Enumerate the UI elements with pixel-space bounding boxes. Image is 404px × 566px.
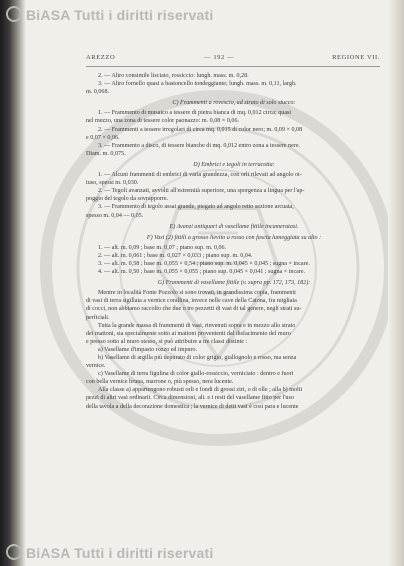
text-line: Mentre in località Fonte Pozzolo si sono trovati, in grandissima copia, frammenti: [98, 290, 296, 297]
running-header: [86, 54, 380, 66]
body-text: [86, 72, 382, 411]
watermark-text: BiASA Tutti i diritti riservati: [26, 7, 214, 23]
text-line: 1. — alt. m. 0,09 ; base m. 0,07 ; piano sup. m. 0,06.: [98, 244, 227, 251]
header-rule: [86, 66, 380, 67]
text-line: pezzi di altri vasi ordinarii. Circa dimensioni, alt. e i resti del vasellame fitto per l'uso: [86, 395, 294, 402]
text-line: 2. — alt. m. 0,061 ; base m. 0,027 × 0,033 ; piano sup. m. 0,04.: [98, 252, 253, 259]
section-heading: E) Avanzi antiquari di vasellame fittile incameratasi.: [169, 223, 299, 230]
text-line: a) Vasellame d'impasto rozzo ed impuro.: [98, 346, 198, 353]
text-line: della tavola a della decorazione domestica ; la vernice di detti vasi è così para e lucente: [86, 403, 299, 410]
text-line: Tutta la grande massa di frammenti di vasi, rinvenuti sopra e in mezzo allo strato: [98, 322, 296, 329]
text-line: 2. — Altro consimile lisciato, rossiccio: lungh. mass. m. 0,28.: [98, 73, 249, 79]
text-line: di cocci, non abbiamo raccolto che due o tre pezzetti di vasi di tal genere, negli strati su-: [86, 306, 302, 313]
text-line: e presso sotto al muro stesso, si può attribuire a tre classi distinte :: [86, 338, 248, 345]
section-heading: C) Frammenti a rovescio, ad strato di solo stucco:: [172, 100, 296, 107]
text-line: 2. — Frammenti a tessere irregolari di circa mq. 0,015 di color nero; m. 0,09 × 0,08: [98, 126, 303, 133]
text-line: 3. — alt. m. 0,58 ; base m. 0,055 × 0,54 ; piano sup. m. 0,045 × 0,045 ; sugna × incare.: [98, 260, 310, 267]
text-line: 4. — alt. m. 0,50 ; base m. 0,055 × 0,055 ; piano sup. 0,045 × 0,041 ; sugna × incare.: [98, 269, 306, 276]
text-line: b) Vasellame di argilla più depurato di color grigio, giallognolo e rosso, ma senza: [98, 355, 297, 361]
watermark-text: BiASA Tutti i diritti riservati: [26, 545, 214, 561]
text-line: 3. — Frammento di tegolo assai grande, piegato ad angolo retto sezione arcuata,: [98, 204, 294, 211]
section-heading: F) Vasi (2) fittili a grosso lievito a rosso con fascia lumeggiata su alto :: [146, 234, 322, 241]
header-left: AREZZO: [86, 54, 116, 61]
section-heading: D) Embrici e tegoli in terracotta:: [193, 161, 275, 168]
copyright-icon: [6, 6, 22, 22]
text-line: 1. — Frammento di musaico a tessere di pietra bianca di mq. 0,012 circa; quasi: [98, 110, 292, 117]
text-line: c) Vasellame di terra figulina di color giallo-rossiccio, verniciato : dentro e fuori: [98, 371, 294, 378]
text-line: dei mattoni, sia specialmente sotto ai mattoni provenienti dal disfacimento del muro: [86, 330, 291, 337]
binding-shadow: [0, 0, 26, 566]
text-line: 3. — Frammento a disco, di tessere bianche di mq. 0,012 entro zona a tessere nere.: [98, 142, 301, 149]
page-number: — 192 —: [204, 54, 235, 61]
text-line: poggio del tegolo da sovrapporre.: [86, 196, 169, 203]
text-line: m. 0,068.: [86, 89, 110, 96]
text-line: spesso m. 0,04 — 0,05.: [86, 212, 144, 219]
text-line: 1. — Alcuni frammenti di embrici di varia grandezza, con orli rilevati ad angolo ot-: [98, 172, 302, 179]
page-edge-shadow: [388, 0, 404, 566]
copyright-icon: [6, 544, 22, 560]
text-line: vernice.: [86, 363, 106, 370]
text-line: con bella vernice bruna, marrone o, più spesso, nera lucente.: [86, 379, 234, 386]
text-line: nel mezzo, una zona di tessere color paonazzo: m. 0,08 × 0,06.: [86, 118, 240, 125]
watermark-top: [6, 6, 213, 23]
text-line: di vasi di terra sigillata a vernice corallina, invece nelle cave della Catona, fra migliaia: [86, 298, 297, 305]
text-line: Diam. m. 0,075.: [86, 150, 126, 157]
text-line: Alla classe a) appartengono robusti orli e fondi di grossi ziri, o di olle ; alla b) molti: [98, 387, 303, 394]
text-line: perficiali.: [86, 314, 110, 321]
text-line: tuso, spessi m. 0,030.: [86, 180, 139, 187]
watermark-bottom: [6, 544, 213, 561]
section-heading: G) Frammenti di vasellame fittile (v. supra pp. 172, 173, 182):: [157, 280, 311, 287]
text-line: 2. — Tegoli avanzati, avvolti all'estremità superiore, una sporgenza a lingua per l'ap-: [98, 188, 305, 195]
header-right: REGIONE VII.: [332, 54, 380, 61]
text-line: 3. — Altro fornello quasi a bastoncello tondeggiante; lungh. mass. m. 0,11, largh.: [98, 81, 297, 88]
text-line: e 0,07 × 0,06.: [86, 134, 120, 141]
